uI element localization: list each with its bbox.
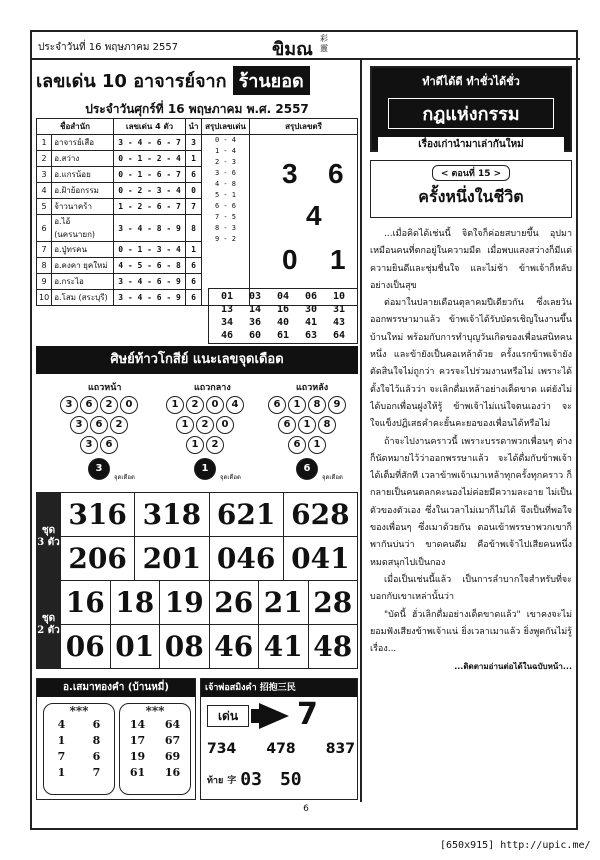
- col-header: สรุปเลขตรี: [250, 119, 358, 135]
- hot-label: จุดเดือด: [220, 474, 241, 481]
- row-lead: 6: [186, 167, 202, 183]
- number-ball: 6: [80, 396, 98, 414]
- number-ball: 0: [216, 416, 234, 434]
- number-ball: 1: [298, 416, 316, 434]
- set-num: 46: [209, 625, 259, 669]
- lot-number: 69: [164, 750, 181, 763]
- row-name: อ.สว่าง: [52, 151, 114, 167]
- row-no: 6: [37, 215, 52, 242]
- sum-pair: 9 - 2: [214, 235, 237, 243]
- set-num: 26: [209, 581, 259, 625]
- tail-num: 03: [240, 769, 262, 790]
- right-column: [364, 60, 580, 802]
- hot-label: จุดเดือด: [114, 474, 135, 481]
- lot-row: [120, 718, 190, 734]
- sum-pair: 6 - 6: [214, 202, 237, 210]
- number-ball: 8: [308, 396, 326, 414]
- row-nums: 3 - 4 - 6 - 7: [114, 135, 186, 151]
- number-ball: 0: [206, 396, 224, 414]
- row-name: จ้าวนาคร้า: [52, 199, 114, 215]
- expert-title-prefix: เลขเด่น 10 อาจารย์จาก: [36, 71, 227, 92]
- row-nums: 3 - 4 - 6 - 9: [114, 290, 186, 306]
- lot-column: [43, 703, 115, 795]
- row-no: 8: [37, 258, 52, 274]
- number-ball: 2: [186, 396, 204, 414]
- big-digit: 1: [330, 244, 346, 275]
- col-header: นำ: [186, 119, 202, 135]
- expert-row: [37, 135, 358, 151]
- row-nums: 0 - 1 - 2 - 4: [114, 151, 186, 167]
- grid-number: 63: [304, 330, 318, 341]
- chao-ten-label: เด่น: [207, 705, 249, 727]
- number-ball: 2: [196, 416, 214, 434]
- grid-number: 13: [220, 304, 234, 315]
- grid-number: 34: [220, 317, 234, 328]
- sum-pair: 0 - 4: [214, 136, 237, 144]
- column-tagline: เรื่องเก่านำมาเล่ากันใหม่: [378, 137, 564, 152]
- page-number: 6: [303, 804, 309, 814]
- row-name: อ.แกรน้อย: [52, 167, 114, 183]
- set-label-2: ชุด 2 ตัว: [37, 581, 61, 669]
- lot-number: 17: [129, 734, 146, 747]
- masthead-logo: ขิมณ: [272, 39, 313, 60]
- grid-number: 31: [332, 304, 346, 315]
- row-nums: 3 - 4 - 6 - 9: [114, 274, 186, 290]
- chao-main-number: 7: [297, 697, 318, 732]
- sum-column: [202, 135, 250, 306]
- number-ball: 3: [60, 396, 78, 414]
- episode-label: < ตอนที่ 15 >: [432, 165, 510, 181]
- row-nums: 3 - 4 - 8 - 9: [114, 215, 186, 242]
- number-triangle: [166, 396, 266, 486]
- newspaper-page: [30, 30, 578, 830]
- big-digit: 0: [282, 244, 298, 275]
- big-digit: 4: [306, 200, 322, 231]
- sum-pair: 3 - 6: [214, 169, 237, 177]
- number-ball: 6: [100, 436, 118, 454]
- row-name: อ.โสม (สระบุรี): [52, 290, 114, 306]
- number-ball: 1: [186, 436, 204, 454]
- row-lead: 6: [186, 290, 202, 306]
- story-body: [370, 226, 572, 796]
- set-num: 046: [209, 537, 283, 581]
- two-digit-grid: [208, 288, 358, 344]
- chao-numbers: [207, 741, 355, 757]
- number-ball: 2: [206, 436, 224, 454]
- row-name: อ.ปู่ทรคน: [52, 242, 114, 258]
- set-num: 041: [283, 537, 357, 581]
- grid-number: 43: [332, 317, 346, 328]
- grid-number: 06: [304, 291, 318, 302]
- set-num: 628: [283, 493, 357, 537]
- lot-number: 7: [57, 750, 66, 763]
- number-ball: 8: [318, 416, 336, 434]
- lot-column: [119, 703, 191, 795]
- grid-number: 01: [220, 291, 234, 302]
- number-triangle: [268, 396, 368, 486]
- lot-number: 14: [129, 718, 146, 731]
- tail-num: 50: [279, 769, 302, 790]
- lot-row: [44, 750, 114, 766]
- grid-number: 14: [248, 304, 262, 315]
- number-ball: 6: [288, 436, 306, 454]
- lot-row: [120, 766, 190, 782]
- number-ball: 1: [288, 396, 306, 414]
- section-label: แถวหลัง: [296, 383, 329, 393]
- story-continued: ...ติดตามอ่านต่อได้ในฉบับหน้า...: [454, 662, 572, 672]
- col-header: เลขเด่น 4 ตัว: [114, 119, 186, 135]
- lot-row: [120, 734, 190, 750]
- number-ball: 3: [80, 436, 98, 454]
- chao-title: [201, 679, 357, 697]
- sum-pair: 4 - 8: [214, 180, 237, 188]
- grid-number: 36: [248, 317, 262, 328]
- big-digits: [278, 156, 358, 286]
- set-num: 06: [61, 625, 111, 669]
- lot-row: [44, 734, 114, 750]
- row-nums: 0 - 2 - 3 - 4: [114, 183, 186, 199]
- set-label-3: ชุด 3 ตัว: [37, 493, 61, 581]
- row-nums: 1 - 2 - 6 - 7: [114, 199, 186, 215]
- chao-num: 478: [266, 741, 296, 757]
- set-num: 41: [259, 625, 309, 669]
- lot-number: 67: [164, 734, 181, 747]
- row-nums: 0 - 1 - 6 - 7: [114, 167, 186, 183]
- set-num: 206: [61, 537, 135, 581]
- set-num: 318: [135, 493, 209, 537]
- chao-tail: [207, 769, 355, 790]
- column-banner: [370, 66, 572, 152]
- set-num: 21: [259, 581, 309, 625]
- row-lead: 6: [186, 274, 202, 290]
- lot-number: 16: [164, 766, 181, 779]
- row-no: 7: [37, 242, 52, 258]
- column-name: กฎแห่งกรรม: [388, 98, 554, 129]
- row-lead: 3: [186, 135, 202, 151]
- set-num: 19: [160, 581, 210, 625]
- row-name: อ.คงคา ยุคใหม่: [52, 258, 114, 274]
- grid-number: 61: [276, 330, 290, 341]
- issue-date: ประจำวันที่ 16 พฤษภาคม 2557: [38, 42, 179, 53]
- chao-title-cjk: 招抱三民: [259, 683, 296, 693]
- stars-icon: ***: [145, 704, 165, 718]
- column-motto: ทำดีได้ดี ทำชั่วได้ชั่ว: [422, 75, 520, 88]
- big-digit: 3: [282, 158, 298, 189]
- lot-number: 1: [57, 766, 66, 779]
- number-triangle: [60, 396, 160, 486]
- lot-row: [44, 718, 114, 734]
- grid-number: 41: [304, 317, 318, 328]
- row-lead: 7: [186, 199, 202, 215]
- big-digit: 6: [328, 158, 344, 189]
- row-no: 3: [37, 167, 52, 183]
- grid-number: 16: [276, 304, 290, 315]
- section-label: แถวหน้า: [88, 383, 122, 393]
- number-ball: 6: [278, 416, 296, 434]
- hot-number-ball: 6: [296, 458, 318, 480]
- row-nums: 4 - 5 - 6 - 8: [114, 258, 186, 274]
- page-header: [32, 32, 580, 60]
- col-header: สรุปเลขเด่น: [202, 119, 250, 135]
- row-lead: 0: [186, 183, 202, 199]
- number-ball: 6: [90, 416, 108, 434]
- set-num: 28: [308, 581, 358, 625]
- number-ball: 2: [100, 396, 118, 414]
- story-paragraph: "บัดนี้ ฮั่วเลิกดื่มอย่างเด็ดขาดแล้ว" เขาคงจะไม่ยอมฟังเสียงข้าพเจ้าแน่ ยิ่งเวลาเมาแล้ว ยิ่งพูดกันไม่รู้เรื่อง...: [370, 609, 572, 655]
- expert-title-brand: ร้านยอด: [233, 66, 310, 95]
- lot-number: 4: [57, 718, 66, 731]
- story-heading: ครั้งหนึ่งในชีวิต: [418, 187, 524, 206]
- row-lead: 8: [186, 215, 202, 242]
- number-ball: 9: [328, 396, 346, 414]
- number-ball: 6: [268, 396, 286, 414]
- grid-number: 04: [276, 291, 290, 302]
- lot-number: 19: [129, 750, 146, 763]
- lot-title: อ.เสมาทองคำ (บ้านหมี่): [37, 679, 195, 697]
- set-num: 48: [308, 625, 358, 669]
- row-lead: 6: [186, 258, 202, 274]
- grid-number: 46: [220, 330, 234, 341]
- lot-number: 7: [92, 766, 101, 779]
- masthead-cjk: 彩 靈: [320, 34, 328, 53]
- sum-pair: 1 - 4: [214, 147, 237, 155]
- row-name: อาจารย์เสือ: [52, 135, 114, 151]
- tail-label: ท้าย: [207, 775, 224, 786]
- hot-label: จุดเดือด: [322, 474, 343, 481]
- story-paragraph: ถ้าจะไปงานคราวนี้ เพราะบรรดาพวกเพื่อนๆ ต่างก็นัดหมายไว้ว่าออกพรรษาแล้ว จะได้ดื่มกับข้าพเจ้าได้เต็มที่สักที เวลาข้าพเจ้าเมาเหล้าทุกครั้งทุกคราว ก็กลายเป็นคนตลกคะนองไม่ค่อยมีความละอาย ไม่เป็นตัวของตัวเอง ซึ่งในเวลาไม่เมาก็ไม่ได้ จึงเป็นที่พอใจของเพื่อนๆ ซึ่งเมาด้วยกัน ตอนเข้าพรรษาพวกเขาก็พากันบ่นว่า ขาดคนดีม คือข้าพเจ้าไปเสียคนหนึ่ง หมดสนุกไปเป็นกอง: [370, 436, 572, 568]
- disciple-banner: ศิษย์ท้าวโกสีย์ แนะเลขจุดเดือด: [36, 346, 358, 374]
- row-no: 10: [37, 290, 52, 306]
- row-lead: 1: [186, 242, 202, 258]
- lot-number: 8: [92, 734, 101, 747]
- grid-number: 30: [304, 304, 318, 315]
- row-nums: 0 - 1 - 3 - 4: [114, 242, 186, 258]
- row-no: 5: [37, 199, 52, 215]
- row-no: 2: [37, 151, 52, 167]
- set-num: 621: [209, 493, 283, 537]
- lot-number: 61: [129, 766, 146, 779]
- set-num: 08: [160, 625, 210, 669]
- arrow-right-icon: [259, 703, 289, 729]
- set-num: 01: [110, 625, 160, 669]
- row-lead: 1: [186, 151, 202, 167]
- sum-pair: 8 - 3: [214, 224, 237, 232]
- lot-number: 1: [57, 734, 66, 747]
- number-sets-table: [36, 492, 358, 669]
- stars-icon: ***: [69, 704, 89, 718]
- grid-number: 64: [332, 330, 346, 341]
- number-ball: 4: [226, 396, 244, 414]
- story-paragraph: ...เมื่อคิดได้เช่นนี้ จิตใจก็ค่อยสบายขึ้น อุปมาเหมือนคนที่ตกอยู่ในความมืด เมื่อพบแสงสว่างก็มีแต่ความยินดีและชุ่มชื่นใจ และไม่ช้า ข้าพเจ้าก็หลับอย่างเป็นสุข: [370, 229, 572, 291]
- lot-number: 64: [164, 718, 181, 731]
- grid-number: 40: [276, 317, 290, 328]
- number-ball: 1: [166, 396, 184, 414]
- set-num: 18: [110, 581, 160, 625]
- sum-pair: 2 - 3: [214, 158, 237, 166]
- chao-num: 734: [207, 741, 237, 757]
- row-no: 1: [37, 135, 52, 151]
- hot-number-ball: 3: [88, 458, 110, 480]
- set-num: 16: [61, 581, 111, 625]
- row-name: อ.กระไอ: [52, 274, 114, 290]
- grid-number: 03: [248, 291, 262, 302]
- row-no: 9: [37, 274, 52, 290]
- col-header: ชื่อสำนัก: [37, 119, 114, 135]
- story-paragraph: ต่อมาในปลายเดือนตุลาคมปีเดียวกัน ซึ่งเลยวันออกพรรษามาแล้ว ข้าพเจ้าได้รับบัตรเชิญในงานขึ้นบ้านใหม่ พร้อมกับการทำบุญวันเกิดของเพื่อนสนิทคนหนึ่ง และข้ายังเป็นคอเหล้าด้วย ครั้งแรกข้าพเจ้ายังตัดสินใจไม่ถูกว่า ควรจะไปร่วมงานหรือไม่ เพราะได้ตั้งใจไว้แล้วว่า จะเลิกดื่มเหล้าอย่างเด็ดขาด แต่ยังไม่ได้บอกเพื่อนฝูงให้รู้ ข้าพเจ้าไม่แน่ใจตนเองว่า จะใจแข็งปฏิเสธคำคะยั้นคะยอของเพื่อนได้หรือไม่: [370, 298, 572, 430]
- chao-box: [200, 678, 358, 800]
- number-ball: 2: [110, 416, 128, 434]
- lot-number: 6: [92, 718, 101, 731]
- tail-cjk: 字: [227, 776, 237, 786]
- set-num: 201: [135, 537, 209, 581]
- watermark: [650x915] http://upic.me/: [440, 840, 591, 851]
- lot-row: [120, 750, 190, 766]
- grid-number: 10: [332, 291, 346, 302]
- row-name: อ.ไอ้ (นครนายก): [52, 215, 114, 242]
- sum-pair: 5 - 1: [214, 191, 237, 199]
- chao-num: 837: [325, 741, 355, 757]
- set-num: 316: [61, 493, 135, 537]
- number-ball: 1: [308, 436, 326, 454]
- lot-number: 6: [92, 750, 101, 763]
- left-column: [32, 60, 362, 802]
- grid-number: 60: [248, 330, 262, 341]
- row-name: อ.ฝ้าย้อกรรม: [52, 183, 114, 199]
- sum-pair: 7 - 5: [214, 213, 237, 221]
- lot-row: [44, 766, 114, 782]
- chao-title-text: เจ้าพ่อสมิงคำ: [205, 683, 257, 693]
- expert-subtitle: ประจำวันศุกร์ที่ 16 พฤษภาคม พ.ศ. 2557: [85, 102, 309, 116]
- number-ball: 0: [120, 396, 138, 414]
- number-ball: 3: [70, 416, 88, 434]
- row-no: 4: [37, 183, 52, 199]
- expert-title: [36, 66, 358, 96]
- section-label: แถวกลาง: [194, 383, 231, 393]
- hot-number-ball: 1: [194, 458, 216, 480]
- number-ball: 1: [176, 416, 194, 434]
- lot-box: [36, 678, 196, 800]
- story-paragraph: เมื่อเป็นเช่นนี้แล้ว เป็นการลำบากใจสำหรับที่จะบอกกับเขาเหล่านั้นว่า: [370, 574, 572, 603]
- episode-box: [370, 160, 572, 218]
